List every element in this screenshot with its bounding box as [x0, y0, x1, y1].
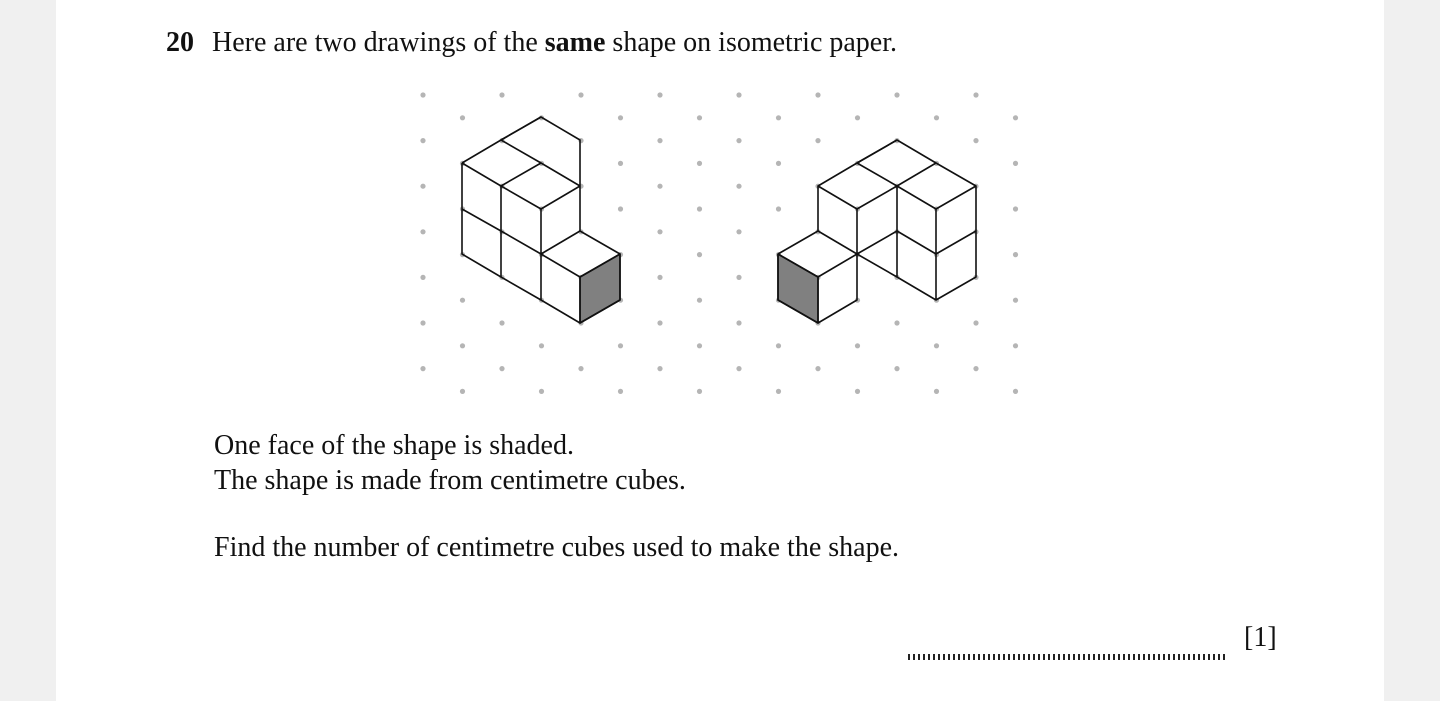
- grid-dot: [1013, 115, 1018, 120]
- grid-dot: [736, 184, 741, 189]
- grid-dot: [618, 115, 623, 120]
- grid-dot: [736, 92, 741, 97]
- grid-dot: [1013, 343, 1018, 348]
- grid-dot: [855, 115, 860, 120]
- grid-dot: [697, 389, 702, 394]
- grid-dot: [499, 320, 504, 325]
- grid-dot: [736, 229, 741, 234]
- grid-dot: [420, 320, 425, 325]
- grid-dot: [894, 320, 899, 325]
- grid-dot: [420, 366, 425, 371]
- grid-dot: [736, 275, 741, 280]
- grid-dot: [578, 92, 583, 97]
- grid-dot: [736, 138, 741, 143]
- grid-dot: [697, 206, 702, 211]
- grid-dot: [420, 138, 425, 143]
- grid-dot: [697, 115, 702, 120]
- grid-dot: [539, 343, 544, 348]
- grid-dot: [1013, 252, 1018, 257]
- grid-dot: [776, 389, 781, 394]
- grid-dot: [420, 275, 425, 280]
- grid-dot: [973, 138, 978, 143]
- grid-dot: [420, 184, 425, 189]
- isometric-dot-grid: [420, 92, 1018, 394]
- answer-line[interactable]: [908, 654, 1228, 660]
- grid-dot: [776, 343, 781, 348]
- marks-label: [1]: [1244, 622, 1277, 653]
- statement-cubes: The shape is made from centimetre cubes.: [214, 465, 686, 496]
- grid-dot: [934, 389, 939, 394]
- grid-dot: [934, 343, 939, 348]
- grid-dot: [815, 92, 820, 97]
- grid-dot: [697, 252, 702, 257]
- grid-dot: [420, 229, 425, 234]
- grid-dot: [578, 366, 583, 371]
- grid-dot: [460, 298, 465, 303]
- grid-dot: [736, 366, 741, 371]
- grid-dot: [1013, 206, 1018, 211]
- grid-dot: [697, 298, 702, 303]
- question-text-end: shape on isometric paper.: [605, 27, 898, 58]
- instruction-text: Find the number of centimetre cubes used to make the shape.: [214, 532, 900, 563]
- statement-shaded-face: One face of the shape is shaded.: [214, 430, 574, 461]
- grid-dot: [855, 343, 860, 348]
- question-text-start: Here are two drawings of the: [212, 27, 545, 58]
- grid-dot: [736, 320, 741, 325]
- shape-drawing-left: [462, 117, 620, 323]
- grid-dot: [776, 161, 781, 166]
- shape-drawing-right: [778, 140, 976, 323]
- grid-dot: [815, 366, 820, 371]
- grid-dot: [618, 161, 623, 166]
- grid-dot: [776, 206, 781, 211]
- grid-dot: [618, 389, 623, 394]
- grid-dot: [894, 92, 899, 97]
- grid-dot: [894, 366, 899, 371]
- isometric-figure: [56, 0, 1384, 420]
- grid-dot: [499, 366, 504, 371]
- grid-dot: [657, 366, 662, 371]
- grid-dot: [420, 92, 425, 97]
- grid-dot: [618, 206, 623, 211]
- grid-dot: [697, 343, 702, 348]
- grid-dot: [657, 184, 662, 189]
- grid-dot: [855, 389, 860, 394]
- exam-page: [56, 0, 1384, 701]
- grid-dot: [697, 161, 702, 166]
- grid-dot: [1013, 389, 1018, 394]
- grid-dot: [1013, 161, 1018, 166]
- question-number: 20: [166, 27, 194, 58]
- question-text-emphasis: same: [544, 27, 606, 58]
- grid-dot: [973, 92, 978, 97]
- grid-dot: [657, 138, 662, 143]
- grid-dot: [973, 366, 978, 371]
- grid-dot: [460, 389, 465, 394]
- shaded-face-left: [580, 254, 620, 323]
- grid-dot: [460, 115, 465, 120]
- shaded-face-right: [778, 254, 818, 323]
- grid-dot: [1013, 298, 1018, 303]
- grid-dot: [657, 275, 662, 280]
- grid-dot: [934, 115, 939, 120]
- grid-dot: [657, 320, 662, 325]
- grid-dot: [815, 138, 820, 143]
- grid-dot: [499, 92, 504, 97]
- grid-dot: [776, 115, 781, 120]
- grid-dot: [657, 92, 662, 97]
- grid-dot: [973, 320, 978, 325]
- grid-dot: [539, 389, 544, 394]
- grid-dot: [657, 229, 662, 234]
- grid-dot: [618, 343, 623, 348]
- grid-dot: [460, 343, 465, 348]
